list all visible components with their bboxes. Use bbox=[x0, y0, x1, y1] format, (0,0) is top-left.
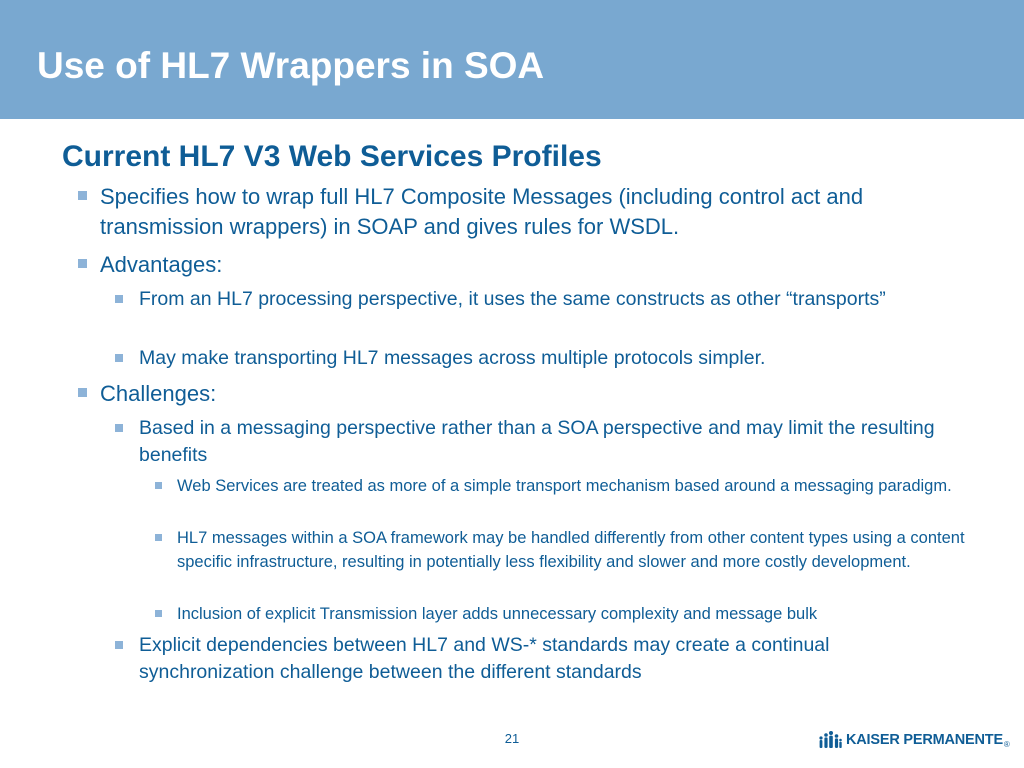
bullet-square-icon bbox=[155, 610, 162, 617]
page-number: 21 bbox=[504, 731, 520, 746]
bullet-text: From an HL7 processing perspective, it uses the same constructs as other “transports” bbox=[139, 288, 886, 310]
bullet-text: Based in a messaging perspective rather than a SOA perspective and may limit the resulting benefits bbox=[139, 417, 935, 466]
bullet-square-icon bbox=[78, 388, 87, 397]
bullet-item bbox=[177, 602, 977, 626]
bullet-item bbox=[177, 474, 977, 498]
bullet-text: Explicit dependencies between HL7 and WS-* standards may create a continual synchronization challenge between the different standards bbox=[139, 634, 830, 683]
bullet-item bbox=[100, 250, 980, 280]
bullet-text: May make transporting HL7 messages across multiple protocols simpler. bbox=[139, 347, 766, 369]
bullet-item bbox=[139, 632, 969, 686]
bullet-item bbox=[100, 182, 980, 242]
bullet-text: Advantages: bbox=[100, 252, 223, 277]
bullet-square-icon bbox=[78, 259, 87, 268]
slide-title: Use of HL7 Wrappers in SOA bbox=[37, 45, 545, 86]
title-bar bbox=[0, 0, 1024, 119]
bullet-square-icon bbox=[115, 354, 123, 362]
slide-subtitle: Current HL7 V3 Web Services Profiles bbox=[62, 140, 602, 173]
people-group-logo-icon bbox=[818, 729, 842, 751]
bullet-item bbox=[177, 526, 977, 574]
bullet-square-icon bbox=[115, 641, 123, 649]
bullet-text: Specifies how to wrap full HL7 Composite Messages (including control act and transmission wrappers) in SOAP and gives rules for WSDL. bbox=[100, 184, 864, 239]
bullet-item bbox=[100, 379, 980, 409]
bullet-text: Inclusion of explicit Transmission layer adds unnecessary complexity and message bulk bbox=[177, 605, 818, 623]
bullet-square-icon bbox=[155, 482, 162, 489]
logo-text: KAISER PERMANENTE bbox=[846, 732, 1003, 748]
bullet-square-icon bbox=[115, 295, 123, 303]
bullet-text: Web Services are treated as more of a simple transport mechanism based around a messaging paradigm. bbox=[177, 477, 952, 495]
registered-mark: ® bbox=[1003, 740, 1010, 749]
bullet-text: Challenges: bbox=[100, 381, 217, 406]
bullet-text: HL7 messages within a SOA framework may be handled differently from other content types using a content specific infrastructure, resulting in potentially less flexibility and slower and more costly development. bbox=[177, 529, 965, 571]
bullet-square-icon bbox=[155, 534, 162, 541]
kaiser-permanente-logo bbox=[818, 728, 1010, 752]
bullet-square-icon bbox=[115, 424, 123, 432]
bullet-item bbox=[139, 286, 969, 313]
bullet-square-icon bbox=[78, 191, 87, 200]
bullet-item bbox=[139, 415, 969, 469]
bullet-item bbox=[139, 345, 969, 372]
